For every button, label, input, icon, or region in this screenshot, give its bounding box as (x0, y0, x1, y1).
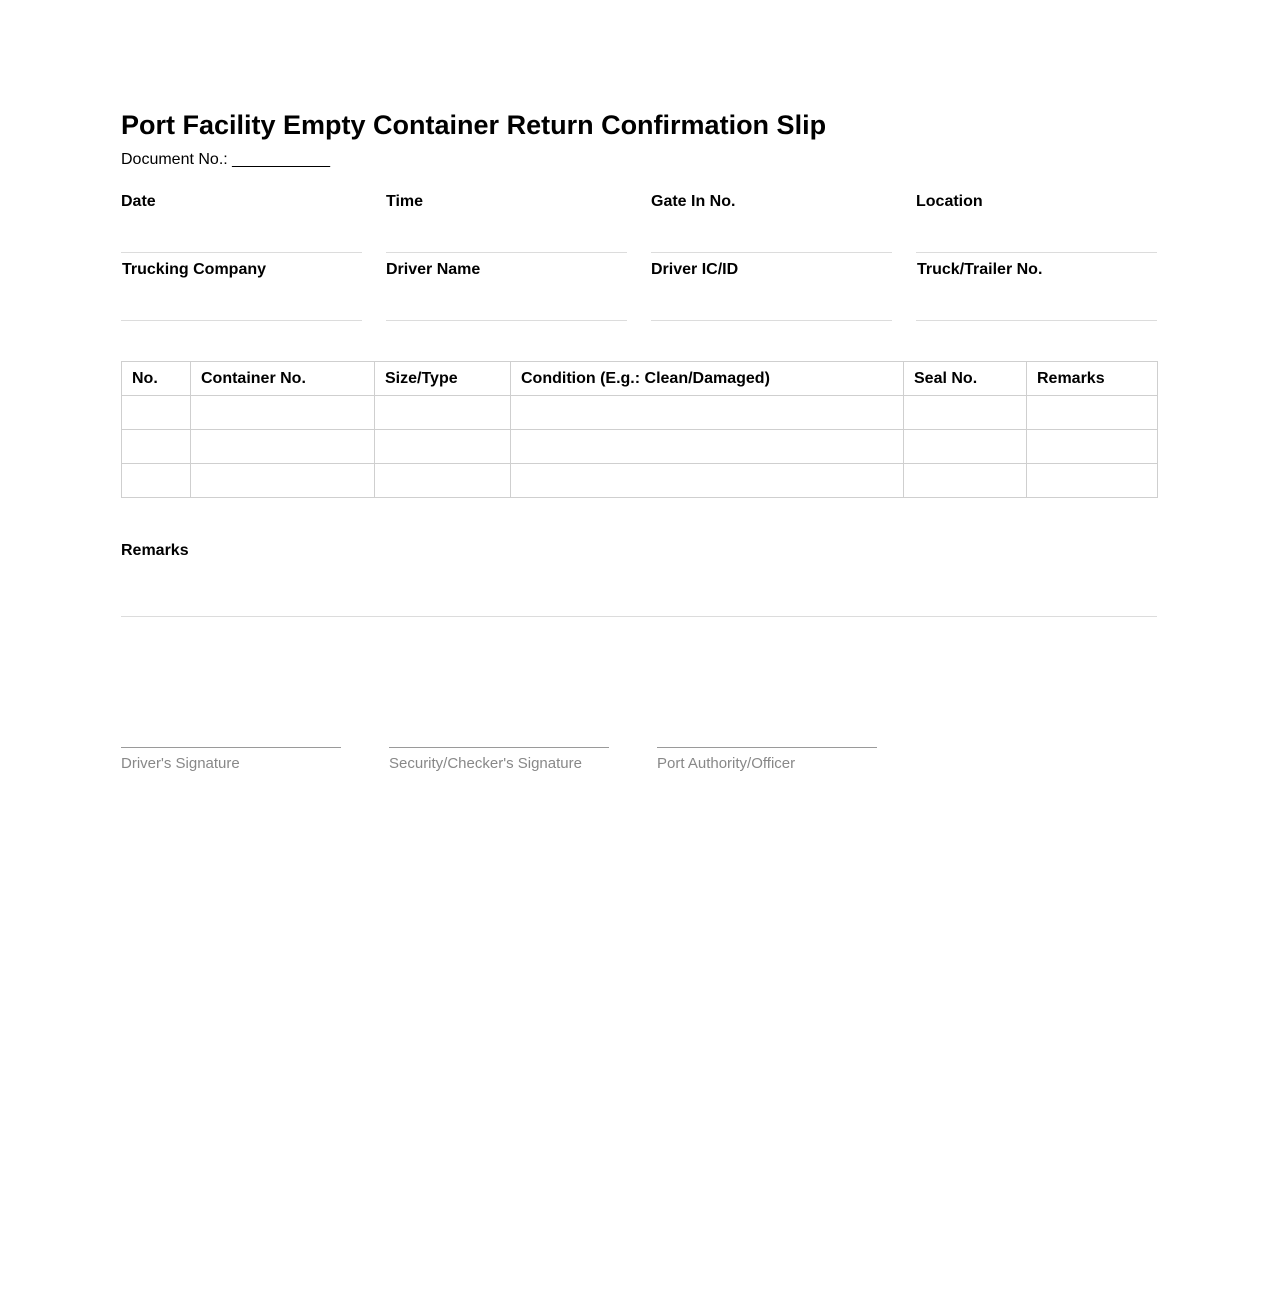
table-cell[interactable] (904, 396, 1027, 430)
field-label-driver-name: Driver Name (386, 261, 481, 278)
remarks-label: Remarks (121, 542, 189, 559)
table-cell[interactable] (122, 396, 191, 430)
column-header-condition: Condition (E.g.: Clean/Damaged) (511, 362, 904, 396)
field-truck-trailer-no[interactable] (916, 260, 1157, 321)
table-cell[interactable] (1027, 430, 1158, 464)
table-cell[interactable] (904, 430, 1027, 464)
port-authority-signature-line[interactable] (657, 747, 877, 748)
table-row (122, 396, 1158, 430)
container-table (121, 361, 1158, 498)
table-cell[interactable] (904, 464, 1027, 498)
table-cell[interactable] (191, 430, 375, 464)
table-cell[interactable] (191, 396, 375, 430)
table-cell[interactable] (122, 464, 191, 498)
table-cell[interactable] (122, 430, 191, 464)
field-date[interactable] (121, 192, 362, 253)
document-title: Port Facility Empty Container Return Confirmation Slip (121, 110, 827, 140)
remarks-field[interactable] (121, 616, 1157, 617)
driver-signature-block (121, 747, 341, 773)
table-cell[interactable] (1027, 396, 1158, 430)
driver-signature-label: Driver's Signature (121, 755, 240, 772)
table-cell[interactable] (191, 464, 375, 498)
table-cell[interactable] (1027, 464, 1158, 498)
document-number: Document No.: ___________ (121, 151, 331, 168)
column-header-size-type: Size/Type (375, 362, 511, 396)
security-signature-block (389, 747, 609, 773)
table-cell[interactable] (375, 430, 511, 464)
column-header-seal-no: Seal No. (904, 362, 1027, 396)
port-authority-signature-label: Port Authority/Officer (657, 755, 796, 772)
security-signature-line[interactable] (389, 747, 609, 748)
table-header-row (122, 362, 1158, 396)
table-cell[interactable] (375, 396, 511, 430)
table-row (122, 464, 1158, 498)
field-driver-name[interactable] (386, 260, 627, 321)
field-driver-ic-id[interactable] (651, 260, 892, 321)
field-label-time: Time (386, 193, 424, 210)
driver-signature-line[interactable] (121, 747, 341, 748)
field-label-trucking-company: Trucking Company (122, 261, 267, 278)
field-label-location: Location (916, 193, 983, 210)
column-header-remarks: Remarks (1027, 362, 1158, 396)
field-time[interactable] (386, 192, 627, 253)
table-cell[interactable] (511, 396, 904, 430)
field-label-truck-trailer-no: Truck/Trailer No. (917, 261, 1043, 278)
table-row (122, 430, 1158, 464)
field-label-gate-in-no: Gate In No. (651, 193, 736, 210)
table-cell[interactable] (375, 464, 511, 498)
security-signature-label: Security/Checker's Signature (389, 755, 582, 772)
table-cell[interactable] (511, 430, 904, 464)
field-gate-in-no[interactable] (651, 192, 892, 253)
field-trucking-company[interactable] (121, 260, 362, 321)
table-cell[interactable] (511, 464, 904, 498)
column-header-container-no: Container No. (191, 362, 375, 396)
column-header-no: No. (122, 362, 191, 396)
field-label-driver-ic-id: Driver IC/ID (651, 261, 739, 278)
field-location[interactable] (916, 192, 1157, 253)
field-label-date: Date (121, 193, 156, 210)
port-authority-signature-block (657, 747, 877, 773)
